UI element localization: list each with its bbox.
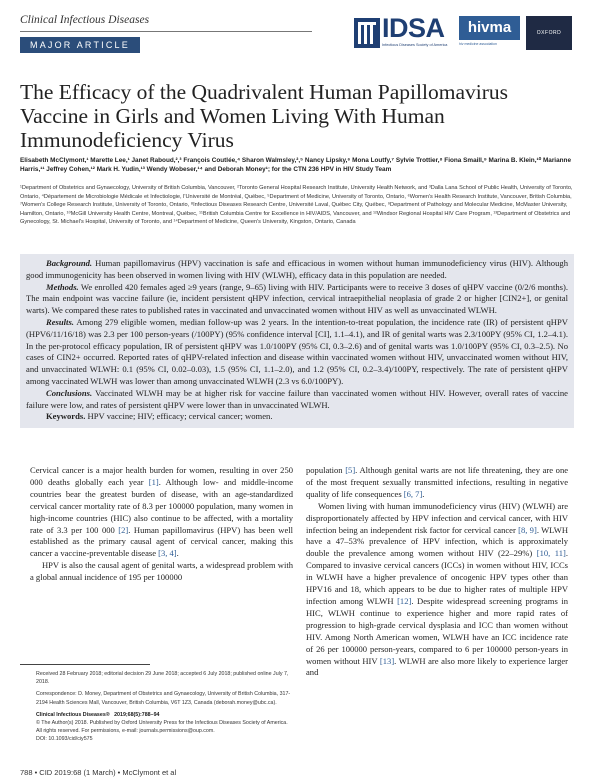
article-title: The Efficacy of the Quadrivalent Human Papillomavirus Vaccine in Girls and Women Living With Human Immunodeficiency Virus xyxy=(20,80,508,152)
idsa-tagline: Infectious Diseases Society of America xyxy=(382,43,448,47)
body-text: . Despite widespread screening programs in HIC, WLWH continue to experience higher and more rapid rates of progression to high-grade cervical dysplasia and ICC than women without HIV. Among North American women, WLWH have an ICC incidence rate of 26 per 100000 person-years, compared to 6 per 100000 person-years in women without HIV xyxy=(306,595,568,666)
body-text: Cervical cancer is a major health burden for women, resulting in over 250 000 deaths globally each year xyxy=(30,465,293,487)
idsa-logo-icon xyxy=(354,18,380,48)
citation-link[interactable]: [10, 11] xyxy=(536,548,566,559)
copyright: © The Author(s) 2018. Published by Oxford University Press for the Infectious Diseases Society of America. All rights reserved. For permissions, e-mail: journals.permissions@oup.com. xyxy=(36,720,288,735)
abstract-box xyxy=(20,254,574,428)
body-text: . xyxy=(422,488,425,499)
abstract-background xyxy=(26,258,568,282)
body-text: . Although genital warts are not life threatening, they are one of the most frequent sexually transmitted infections, resulting in negative quality of life consequences xyxy=(306,465,569,499)
citation-link[interactable]: [6, 7] xyxy=(403,488,423,499)
abstract-text: Vaccinated WLWH may be at higher risk for vaccine failure than vaccinated women without HIV. However, overall rates of vaccine failure were low, and rates of persistent qHPV were lower than in unvaccinated WLWH. xyxy=(26,387,568,410)
meta-rule xyxy=(20,664,150,665)
article-meta xyxy=(36,670,292,748)
abstract-text: We enrolled 420 females aged ≥9 years (range, 9–65) living with HIV. Participants were to receive 3 doses of qHPV vaccine (0/2/6 months). The main endpoint was vaccine failure (ie, incident persistent qHPV infection, cervical intraepithelial neoplasia of grade 2 or higher [CIN2+], or genital warts). We compared these rates to published rates in vaccinated and unvaccinated women without HIV as well as unvaccinated WLWH. xyxy=(26,281,569,316)
hivma-logo: hivma xyxy=(459,16,520,40)
journal-name: Clinical Infectious Diseases xyxy=(20,14,150,26)
abstract-methods xyxy=(26,282,568,317)
abstract-text: Human papillomavirus (HPV) vaccination is safe and efficacious in women without human immunodeficiency virus (HIV). Although good immunogenicity has been observed in women living with HIV (WLWH), efficacy data in this population are needed. xyxy=(26,258,568,280)
citation-link[interactable]: [1] xyxy=(148,476,159,487)
citation-link[interactable]: [2] xyxy=(118,524,129,535)
citation xyxy=(36,711,292,744)
body-text: population xyxy=(306,465,346,475)
body-paragraph xyxy=(306,501,568,680)
hivma-tagline: hiv medicine association xyxy=(459,42,497,46)
doi[interactable]: DOI: 10.1093/cid/ciy575 xyxy=(36,736,93,743)
body-text: . Compared to invasive cervical cancers (ICCs) in women without HIV, ICCs in WLWH have a higher prevalence of oncogenic HPV types other than HPV16 and 18, which appears to be due to higher rates of multiple HPV infection among WLWH xyxy=(306,548,568,606)
body-text: . WLWH have a 47–53% prevalence of HPV infection, which is approximately double the prevalence among women without HIV (22–29%) xyxy=(306,524,569,559)
citation-link[interactable]: [3, 4] xyxy=(158,548,177,559)
body-text: . Although low- and middle-income countries bear the greatest burden of disease, with an age-standardized cervical cancer mortality rate of 8.3 per 100000 population, many women in high-income countries (HIC) also continue to be affected, with a mortality rate of 3.3 per 100 000 xyxy=(30,476,293,535)
body-text: HPV is also the causal agent of genital warts, a widespread problem with a global annual incidence of 195 per 100000 xyxy=(30,560,293,583)
citation-link[interactable]: [13] xyxy=(379,655,395,666)
article-type-badge: MAJOR ARTICLE xyxy=(20,37,140,53)
abstract-conclusions xyxy=(26,388,568,412)
citation-journal: Clinical Infectious Diseases® xyxy=(36,711,110,718)
oxford-logo: OXFORD xyxy=(526,16,572,50)
idsa-logo: IDSA xyxy=(382,13,445,43)
correspondence: Correspondence: D. Money, Department of Obstetrics and Gynaecology, University of British Columbia, 317-2194 Health Sciences Mall, Vancouver, British Columbia, V6T 1Z3, Canada (deborah.money@ubc.ca). xyxy=(36,691,291,706)
body-text: Women living with human immunodeficiency virus (HIV) (WLWH) are disproportionately affected by HPV infection and cervical cancer, with HIV infection being an independent risk factor for cervical cancer xyxy=(306,500,568,535)
body-text: . WLWH are also more likely to experience larger and xyxy=(306,655,568,678)
author-list: Elisabeth McClymont,¹ Marette Lee,¹ Janet Raboud,²,³ François Coutlée,⁴ Sharon Walmsley,²,⁵ Nancy Lipsky,⁶ Mona Loutfy,⁷ Sylvie Trottier,⁸ Fiona Smaill,⁹ Marina B. Klein,¹⁰ Marianne Harris,¹¹ Jeffrey Cohen,¹² Mark H. Yudin,¹³ Wendy Wobeser,¹⁴ and Deborah Money¹; for the CTN 236 HPV in HIV Study Team xyxy=(20,157,571,173)
body-text: . Human papillomavirus (HPV) has been well established as the primary causal agent of cervical cancer, making this cancer a vaccine-preventable disease xyxy=(30,524,293,559)
body-paragraph xyxy=(306,465,568,501)
citation-link[interactable]: [12] xyxy=(397,595,412,606)
citation-link[interactable]: [5] xyxy=(345,465,356,475)
keywords-label: Keywords. xyxy=(46,411,86,422)
received-dates: Received 28 February 2018; editorial decision 29 June 2018; accepted 6 July 2018; published online July 7, 2018. xyxy=(36,671,289,686)
abstract-label: Conclusions. xyxy=(46,387,93,398)
citation-detail: 2019;68(5):788–94 xyxy=(114,711,160,718)
abstract-text: Among 279 eligible women, median follow-up was 2 years. In the intention-to-treat population, the incidence rate (IR) of persistent qHPV (HPV6/11/16/18) was 2.3 per 100 person-years (/100PY) (95% confidence interval [CI], 1.1–4.1), and IR of genital warts was 2.3/100PY (95% CI, 1.2–4.1). In the per-protocol efficacy population, IR of persistent qHPV was 1.0/100PY (95% CI, 0.3–2.6) and of genital warts was 1.0/100PY (95% CI, 0.3–2.5). No cases of CIN2+ occurred. Reported rates of qHPV-related infection and disease within vaccinated women without HIV, unvaccinated women without HIV, and unvaccinated WLWH: 0.1 (95% CI, 0.02–0.03), 1.5 (95% CI, 1.1–2.0), and 1.2 (95% CI, 0.2–3.4)/100PY, respectively. The rate of persistent qHPV among vaccinated WLWH was lower than among unvaccinated WLWH (2.3 vs 6.0/100PY). xyxy=(26,316,568,386)
body-column-left xyxy=(30,465,293,584)
body-column-right xyxy=(306,465,568,679)
body-paragraph xyxy=(30,560,293,584)
abstract-label: Results. xyxy=(46,316,74,327)
affiliations: ¹Department of Obstetrics and Gynaecology, University of British Columbia, Vancouver, ²Toronto General Hospital Research Institute, University Health Network, and ³Dalla Lana School of Public Health, University of Toronto, Ontario, ⁴Département de Microbiologie Médicale et Infectiologie, l'Université de Montréal, Québec, ⁵Department of Medicine, University of Toronto, Ontario, ⁶Women's Health Research Institute, Vancouver, British Columbia, ⁷Women's College Research Institute, University of Toronto, Ontario, ⁸Infectious Diseases Research Centre, Université Laval, Québec City, Québec, ⁹Department of Pathology and Molecular Medicine, McMaster University, Hamilton, Ontario, ¹⁰McGill University Health Centre, Montreal, Québec, ¹¹British Columbia Centre for Excellence in HIV/AIDS, Vancouver, and ¹²Windsor Regional Hospital HIV Care Program, ¹³Department of Obstetrics and Gynecology, St. Michael's Hospital, University of Toronto, and ¹⁴Department of Medicine, Queen's University, Kingston, Ontario, Canada xyxy=(20,185,573,226)
header-rule xyxy=(20,31,312,32)
body-text: . xyxy=(176,548,179,559)
page-footer: 788 • CID 2019:68 (1 March) • McClymont et al xyxy=(20,768,177,777)
keywords-text: HPV vaccine; HIV; efficacy; cervical cancer; women. xyxy=(87,411,273,422)
body-paragraph xyxy=(30,465,293,560)
citation-link[interactable]: [8, 9] xyxy=(518,524,537,535)
abstract-label: Background. xyxy=(46,258,93,268)
abstract-label: Methods. xyxy=(46,281,79,292)
abstract-results xyxy=(26,317,568,388)
abstract-keywords xyxy=(26,411,568,423)
